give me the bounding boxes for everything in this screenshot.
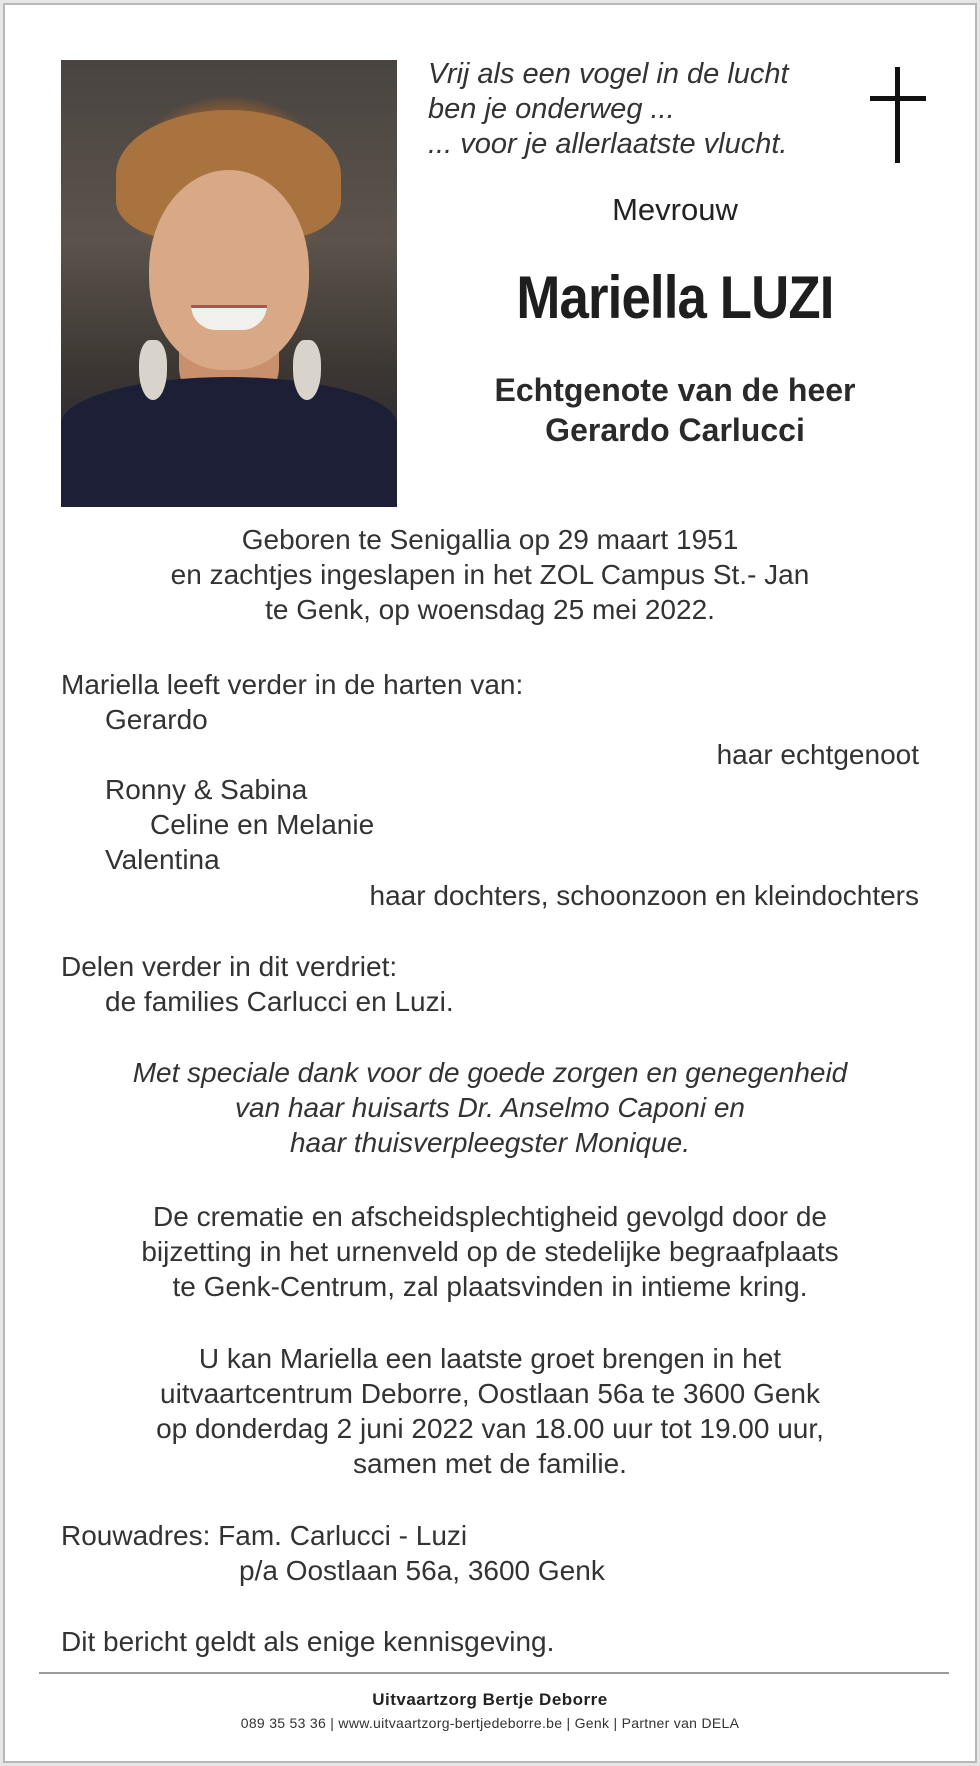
portrait-earring-right xyxy=(293,340,321,400)
mourning-address-label: Rouwadres: Fam. Carlucci - Luzi xyxy=(61,1520,468,1551)
cremation-text xyxy=(5,1199,975,1304)
thanks-text xyxy=(5,1055,975,1160)
birth-line: Geboren te Senigallia op 29 maart 1951 xyxy=(241,524,739,555)
poem-line: ben je onderweg ... xyxy=(428,93,675,125)
birth-line: te Genk, op woensdag 25 mei 2022. xyxy=(265,594,715,625)
portrait-face xyxy=(149,170,309,370)
portrait-photo xyxy=(61,60,397,507)
visit-line: samen met de familie. xyxy=(353,1448,627,1479)
family-intro: Mariella leeft verder in de harten van: xyxy=(61,669,524,700)
visit-text xyxy=(5,1341,975,1481)
spouse-line: Gerardo Carlucci xyxy=(545,412,805,448)
birth-line: en zachtjes ingeslapen in het ZOL Campus St.- Jan xyxy=(170,559,810,590)
funeral-home-contact: 089 35 53 36 | www.uitvaartzorg-bertjedeborre.be | Genk | Partner van DELA xyxy=(240,1715,740,1731)
thanks-line: Met speciale dank voor de goede zorgen en genegenheid xyxy=(132,1057,848,1088)
birth-death-info xyxy=(5,522,975,627)
thanks-line: haar thuisverpleegster Monique. xyxy=(289,1127,690,1158)
mourning-address-line: p/a Oostlaan 56a, 3600 Genk xyxy=(239,1555,605,1586)
portrait-clothing xyxy=(61,377,397,507)
obituary-card xyxy=(3,3,977,1763)
funeral-home-name: Uitvaartzorg Bertje Deborre xyxy=(372,1690,608,1709)
footer-divider xyxy=(39,1672,949,1674)
cremation-line: bijzetting in het urnenveld op de stedelijke begraafplaats xyxy=(141,1236,839,1267)
cremation-line: De crematie en afscheidsplechtigheid gevolgd door de xyxy=(153,1201,827,1232)
poem xyxy=(428,57,828,162)
cremation-line: te Genk-Centrum, zal plaatsvinden in intieme kring. xyxy=(172,1271,808,1302)
family-children-role: haar dochters, schoonzoon en kleindochters xyxy=(369,880,919,911)
family-grandchild: Celine en Melanie xyxy=(150,809,375,840)
notice: Dit bericht geldt als enige kennisgeving. xyxy=(61,1626,555,1657)
visit-line: U kan Mariella een laatste groet brengen in het xyxy=(198,1343,782,1374)
share-families: de families Carlucci en Luzi. xyxy=(105,986,454,1017)
thanks-line: van haar huisarts Dr. Anselmo Caponi en xyxy=(235,1092,745,1123)
spouse-line: Echtgenote van de heer xyxy=(494,372,856,408)
visit-line: op donderdag 2 juni 2022 van 18.00 uur tot 19.00 uur, xyxy=(156,1413,824,1444)
cross-icon xyxy=(895,67,900,163)
honorific: Mevrouw xyxy=(612,192,738,227)
poem-line: ... voor je allerlaatste vlucht. xyxy=(428,128,788,160)
poem-line: Vrij als een vogel in de lucht xyxy=(428,58,789,90)
cross-icon-bar xyxy=(870,96,926,101)
family-husband: Gerardo xyxy=(105,704,208,735)
family-child: Valentina xyxy=(105,844,220,875)
share-intro: Delen verder in dit verdriet: xyxy=(61,951,398,982)
portrait-earring-left xyxy=(139,340,167,400)
family-husband-role: haar echtgenoot xyxy=(716,739,919,770)
deceased-name: Mariella LUZI xyxy=(516,264,834,331)
spouse-info xyxy=(425,370,925,450)
visit-line: uitvaartcentrum Deborre, Oostlaan 56a te 3600 Genk xyxy=(160,1378,820,1409)
family-child: Ronny & Sabina xyxy=(105,774,308,805)
